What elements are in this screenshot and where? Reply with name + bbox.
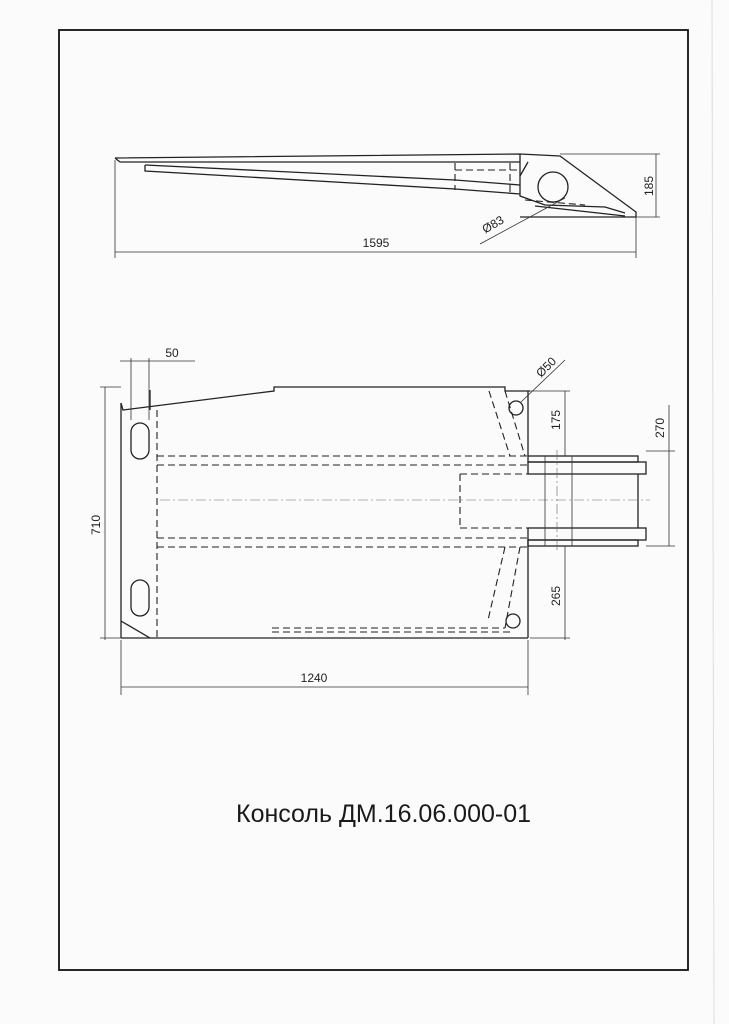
total-width-dim: 710 xyxy=(89,514,103,536)
upper-slot xyxy=(131,423,149,459)
upper-offset-dim: 175 xyxy=(549,409,563,431)
upper-hole xyxy=(509,401,523,415)
top-hole-dim: Ø50 xyxy=(533,354,560,381)
side-hole xyxy=(538,172,568,202)
lower-offset-dim: 265 xyxy=(549,585,563,607)
top-length-dim: 1240 xyxy=(300,671,328,685)
side-hole-dim: Ø83 xyxy=(479,212,507,237)
side-height-dim: 185 xyxy=(642,175,656,197)
drawing-title: Консоль ДМ.16.06.000-01 xyxy=(236,800,532,828)
lower-hole xyxy=(506,614,520,628)
slot-width-dim: 50 xyxy=(165,346,179,360)
side-length-dim: 1595 xyxy=(362,236,390,250)
lower-slot xyxy=(131,580,149,616)
top-view xyxy=(100,358,675,695)
scan-edge xyxy=(712,0,714,1024)
fork-width-dim: 270 xyxy=(653,417,667,439)
